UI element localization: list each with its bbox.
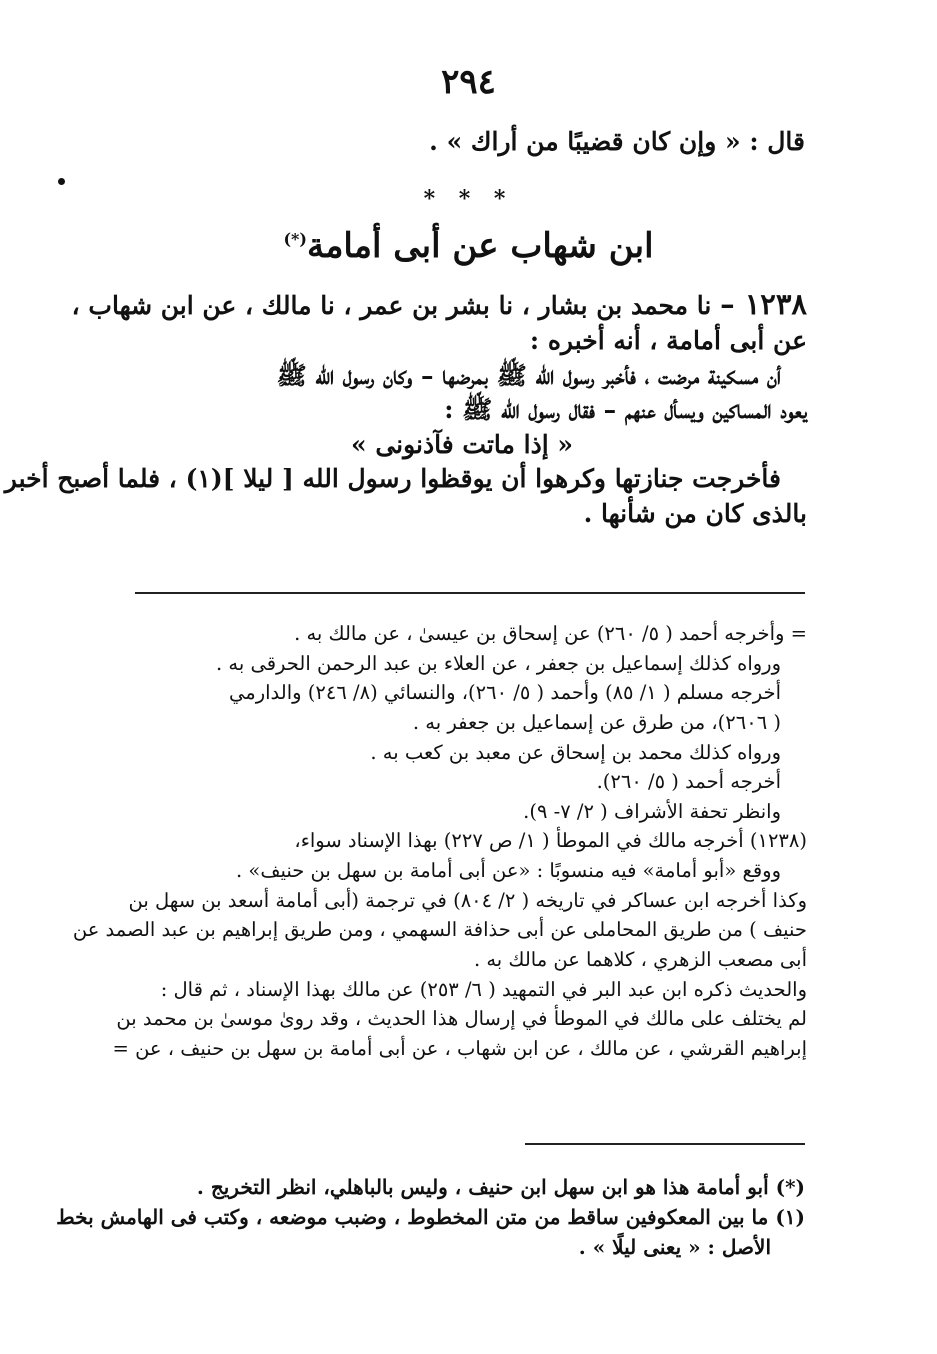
hadith-line: فأخرجت جنازتها وكرهوا أن يوقظوا رسول الله [ ليلا ](١) ، فلما أصبح أخبر bbox=[4, 464, 781, 494]
note-line: أخرجه مسلم ( ١/ ٨٥) وأحمد ( ٥/ ٢٦٠)، والنسائي (٨/ ٢٤٦) والدارمي bbox=[229, 681, 781, 705]
note-line: ورواه كذلك إسماعيل بن جعفر ، عن العلاء بن عبد الرحمن الحرقى به . bbox=[216, 651, 781, 675]
note-line: ووقع «أبو أمامة» فيه منسوبًا : «عن أبى أمامة بن سهل بن حنيف» . bbox=[236, 859, 781, 882]
note-line: = وأخرجه أحمد ( ٥/ ٢٦٠) عن إسحاق بن عيسىٰ ، عن مالك به . bbox=[294, 622, 807, 645]
notes-divider bbox=[135, 592, 805, 594]
hadith-quote: « إذا ماتت فآذنونى » bbox=[351, 429, 573, 459]
footnotes bbox=[56, 1172, 805, 1262]
chapter-title-text: ابن شهاب عن أبى أمامة bbox=[306, 226, 654, 266]
note-line: (١٢٣٨) أخرجه مالك في الموطأ ( ١/ ص ٢٢٧) بهذا الإسناد سواء، bbox=[294, 829, 807, 853]
page-number: ٢٩٤ bbox=[441, 62, 496, 102]
note-line: والحديث ذكره ابن عبد البر في التمهيد ( ٦/ ٢٥٣) عن مالك بهذا الإسناد ، ثم قال : bbox=[160, 977, 807, 1001]
note-line: لم يختلف على مالك في الموطأ في إرسال هذا الحديث ، وقد روىٰ موسىٰ بن محمد بن bbox=[116, 1007, 807, 1031]
note-line: وكذا أخرجه ابن عساكر في تاريخه ( ٢/ ٨٠٤) في ترجمة (أبى أمامة أسعد بن سهل بن bbox=[128, 888, 807, 912]
note-line: أخرجه أحمد ( ٥/ ٢٦٠). bbox=[596, 770, 781, 794]
note-line: حنيف ) من طريق المحاملى عن أبى حذافة السهمي ، ومن طريق إبراهيم بن عبد الصمد عن bbox=[72, 918, 807, 942]
chapter-title-mark: (*) bbox=[283, 229, 307, 249]
hadith-isnad: نا محمد بن بشار ، نا بشر بن عمر ، نا مالك ، عن ابن شهاب ، bbox=[71, 291, 712, 320]
note-line: ( ٢٦٠٦)، من طرق عن إسماعيل بن جعفر به . bbox=[412, 710, 781, 734]
text-line: قال : « وإن كان قضيبًا من أراك » . bbox=[429, 127, 805, 156]
footnote-line: (*) أبو أمامة هذا هو ابن سهل ابن حنيف ، وليس بالباهلي، انظر التخريج . bbox=[196, 1175, 805, 1199]
hadith-line: بالذى كان من شأنها . bbox=[583, 498, 807, 528]
hadith-line: يعود المساكين ويسأل عنهم – فقال رسول الله ﷺ : bbox=[444, 395, 807, 425]
note-line: إبراهيم القرشي ، عن مالك ، عن ابن شهاب ، عن أبى أمامة بن سهل بن حنيف ، عن = bbox=[112, 1036, 807, 1060]
footnote-line: (١) ما بين المعكوفين ساقط من متن المخطوط ، وضبب موضعه ، وكتب فى الهامش بخط bbox=[56, 1205, 805, 1229]
footnote-divider bbox=[525, 1143, 805, 1145]
hadith-line: عن أبى أمامة ، أنه أخبره : bbox=[529, 326, 807, 356]
hadith-line bbox=[71, 284, 807, 324]
margin-dot bbox=[58, 178, 65, 185]
preceding-text bbox=[125, 126, 805, 159]
note-line: أبى مصعب الزهري ، كلاهما عن مالك به . bbox=[473, 947, 807, 971]
section-separator: * * * bbox=[423, 186, 514, 212]
takhrij-notes bbox=[57, 619, 807, 1063]
hadith-line: أن مسكينة مرضت ، فأخبر رسول الله ﷺ بمرضها – وكان رسول الله ﷺ bbox=[276, 360, 781, 390]
footnote-line: الأصل : « يعنى ليلًا » . bbox=[578, 1235, 771, 1259]
chapter-title bbox=[0, 226, 937, 266]
note-line: وانظر تحفة الأشراف ( ٢/ ٧- ٩). bbox=[523, 799, 781, 823]
hadith-number: ١٢٣٨ – bbox=[720, 287, 807, 321]
hadith-text bbox=[4, 284, 807, 531]
note-line: ورواه كذلك محمد بن إسحاق عن معبد بن كعب به . bbox=[370, 740, 781, 764]
